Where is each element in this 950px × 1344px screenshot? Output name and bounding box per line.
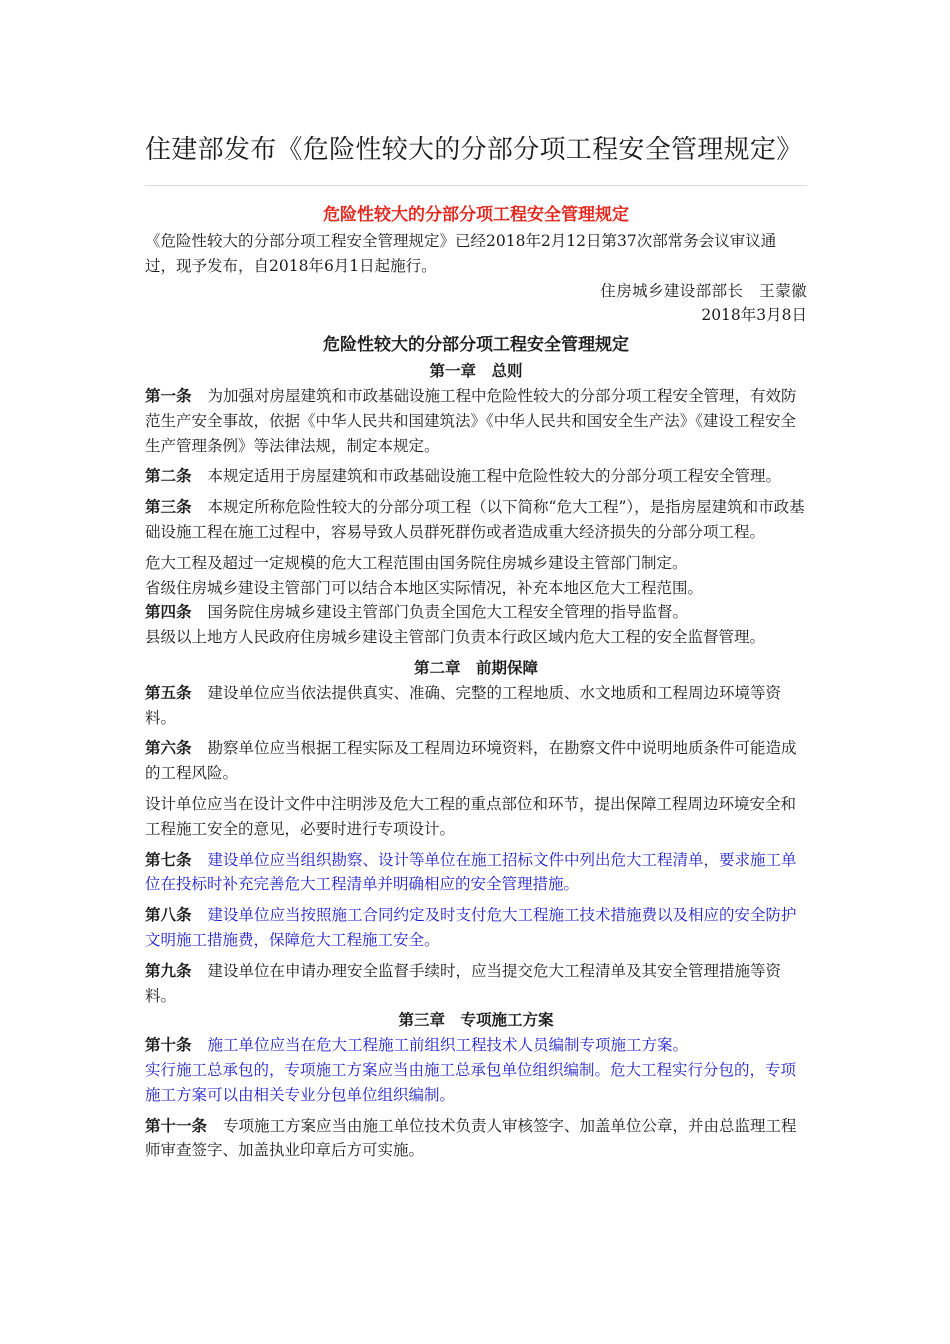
notice-text: 《危险性较大的分部分项工程安全管理规定》已经2018年2月12日第37次部常务会议审议通过，现予发布，自2018年6月1日起施行。	[145, 232, 777, 275]
article-7	[145, 848, 807, 898]
document-body	[145, 202, 807, 1163]
article-label: 第四条	[145, 602, 192, 622]
chapter-heading: 第三章 专项施工方案	[398, 1010, 554, 1030]
article-1	[145, 384, 807, 458]
article-text: 国务院住房城乡建设主管部门负责全国危大工程安全管理的指导监督。	[207, 603, 689, 622]
article-label: 第三条	[145, 497, 192, 517]
article-label: 第五条	[145, 682, 192, 702]
article-4	[145, 600, 807, 625]
chapter-heading: 第一章 总则	[429, 361, 523, 381]
article-8	[145, 903, 807, 953]
article-5	[145, 681, 807, 731]
article-text: 本规定适用于房屋建筑和市政基础设施工程中危险性较大的分部分项工程安全管理。	[207, 467, 782, 486]
notice-signer: 住房城乡建设部部长 王蒙徽	[600, 281, 807, 300]
article-10	[145, 1033, 807, 1058]
article-paragraph: 危大工程及超过一定规模的危大工程范围由国务院住房城乡建设主管部门制定。	[145, 553, 688, 572]
article-6	[145, 736, 807, 786]
article-text: 专项施工方案应当由施工单位技术负责人审核签字、加盖单位公章，并由总监理工程师审查签字、加盖执业印章后方可实施。	[145, 1116, 797, 1160]
article-text: 施工单位应当在危大工程施工前组织工程技术人员编制专项施工方案。	[207, 1036, 689, 1055]
article-text: 建设单位应当依法提供真实、准确、完整的工程地质、水文地质和工程周边环境等资料。	[145, 683, 782, 727]
article-11	[145, 1114, 807, 1164]
article-text: 建设单位应当按照施工合同约定及时支付危大工程施工技术措施费以及相应的安全防护文明施工措施费，保障危大工程施工安全。	[145, 906, 797, 949]
article-text: 建设单位应当组织勘察、设计等单位在施工招标文件中列出危大工程清单，要求施工单位在投标时补充完善危大工程清单并明确相应的安全管理措施。	[145, 850, 797, 894]
article-label: 第六条	[145, 738, 192, 758]
chapter-heading: 第二章 前期保障	[413, 657, 538, 677]
article-9	[145, 959, 807, 1009]
article-label: 第十一条	[145, 1115, 208, 1135]
article-text: 勘察单位应当根据工程实际及工程周边环境资料，在勘察文件中说明地质条件可能造成的工程风险。	[145, 739, 797, 783]
article-text: 本规定所称危险性较大的分部分项工程（以下简称“危大工程”），是指房屋建筑和市政基础设施工程在施工过程中，容易导致人员群死群伤或者造成重大经济损失的分部分项工程。	[145, 498, 805, 541]
article-label: 第七条	[145, 849, 192, 869]
article-label: 第八条	[145, 905, 192, 925]
article-text: 为加强对房屋建筑和市政基础设施工程中危险性较大的分部分项工程安全管理，有效防范生产安全事故，依据《中华人民共和国建筑法》《中华人民共和国安全生产法》《建设工程安全生产管理条例》等法律法规，制定本规定。	[145, 386, 797, 455]
article-text: 建设单位在申请办理安全监督手续时，应当提交危大工程清单及其安全管理措施等资料。	[145, 961, 782, 1005]
article-2	[145, 464, 807, 489]
article-paragraph: 省级住房城乡建设主管部门可以结合本地区实际情况，补充本地区危大工程范围。	[145, 578, 704, 597]
article-paragraph: 县级以上地方人民政府住房城乡建设主管部门负责本行政区域内危大工程的安全监督管理。	[145, 628, 766, 647]
title-divider	[145, 185, 807, 186]
article-label: 第二条	[145, 466, 192, 486]
notice-date: 2018年3月8日	[701, 306, 807, 325]
article-label: 第一条	[145, 385, 192, 405]
notice-heading: 危险性较大的分部分项工程安全管理规定	[323, 205, 629, 225]
article-label: 第十条	[145, 1035, 192, 1055]
article-paragraph: 实行施工总承包的，专项施工方案应当由施工总承包单位组织编制。危大工程实行分包的，专项施工方案可以由相关专业分包单位组织编制。	[145, 1060, 797, 1104]
article-paragraph: 设计单位应当在设计文件中注明涉及危大工程的重点部位和环节，提出保障工程周边环境安全和工程施工安全的意见，必要时进行专项设计。	[145, 794, 797, 838]
article-3	[145, 495, 807, 545]
article-label: 第九条	[145, 960, 192, 980]
regulation-title: 危险性较大的分部分项工程安全管理规定	[323, 335, 629, 356]
page-title: 住建部发布《危险性较大的分部分项工程安全管理规定》	[145, 135, 803, 165]
